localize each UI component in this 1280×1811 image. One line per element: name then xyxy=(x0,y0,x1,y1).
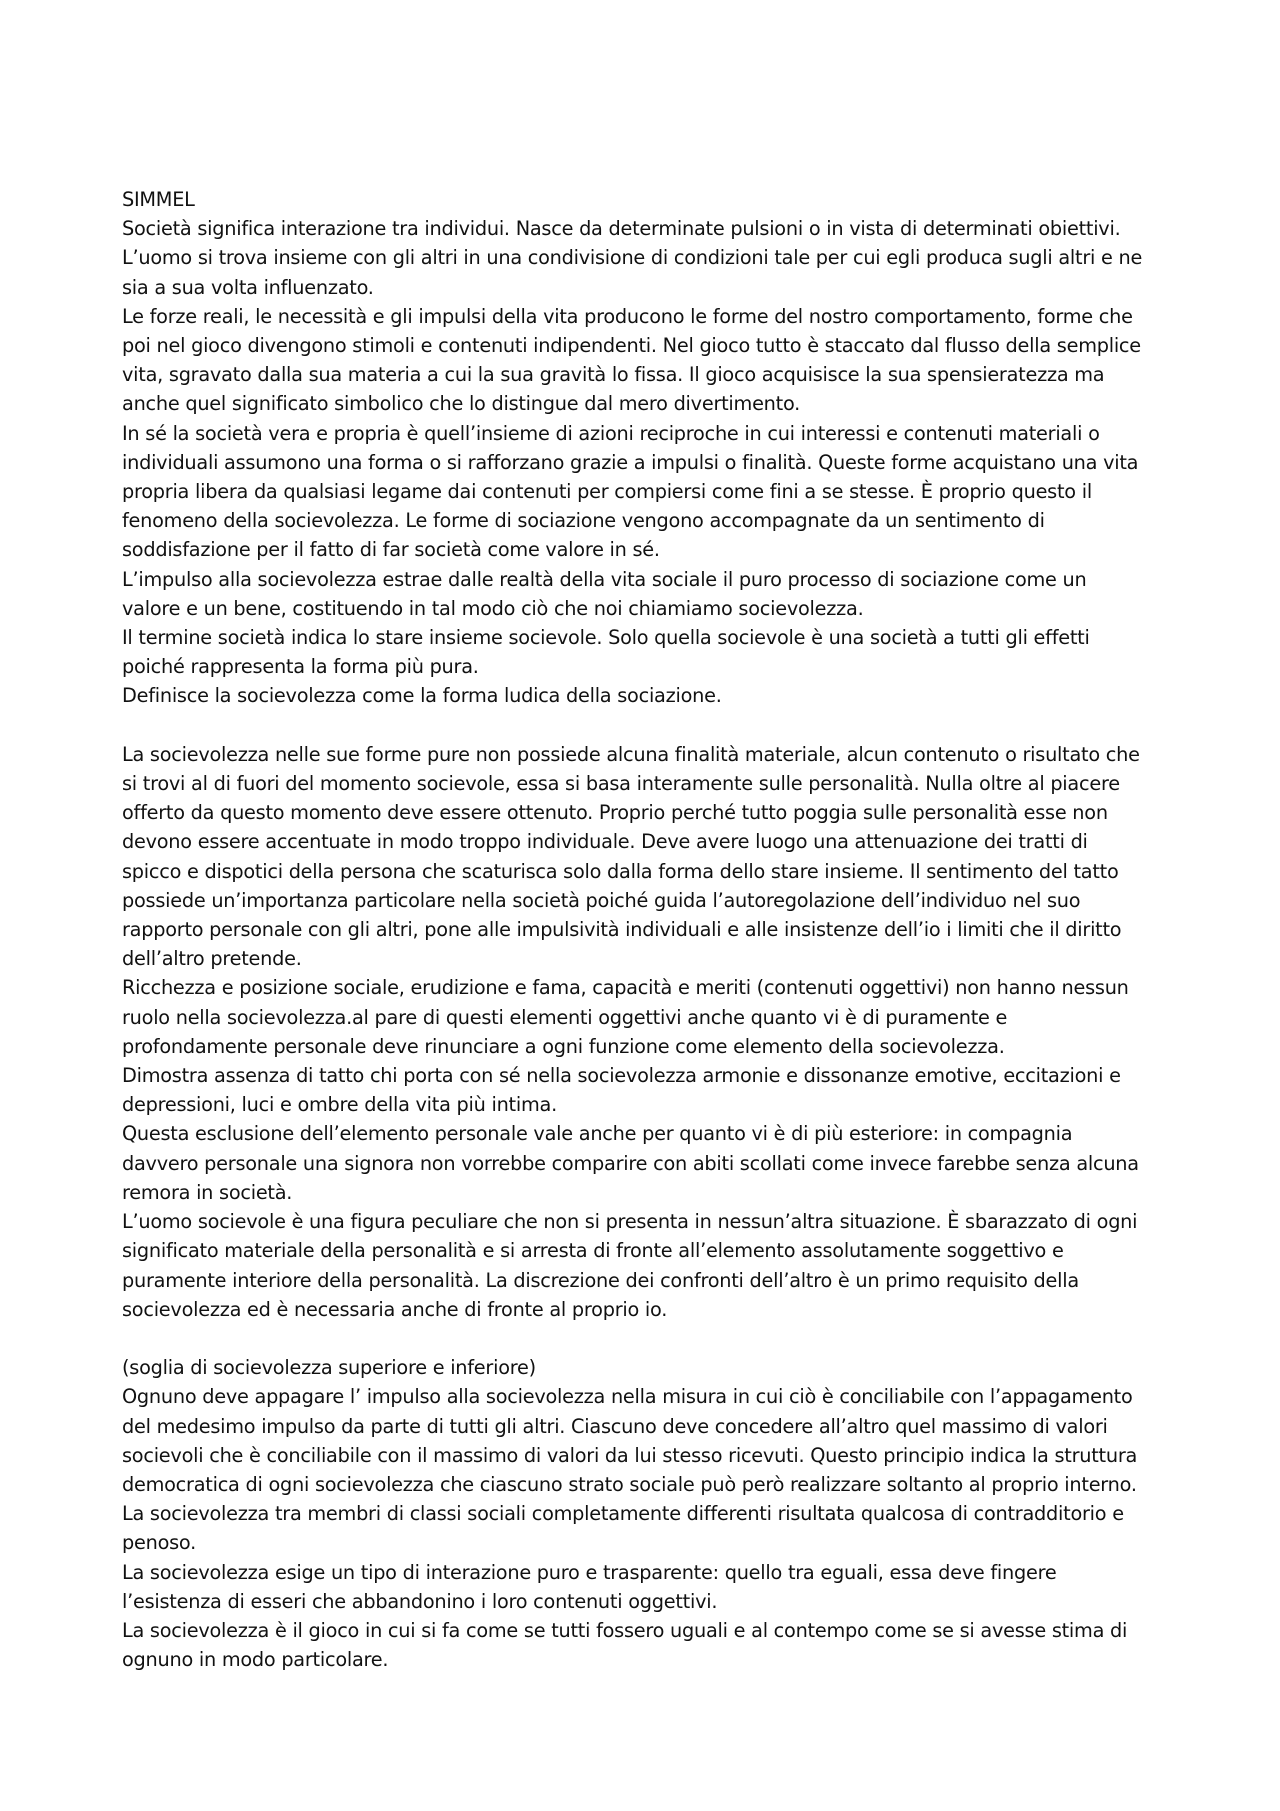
text-line: valore e un bene, costituendo in tal modo ciò che noi chiamiamo socievolezza. xyxy=(122,596,864,620)
text-line: propria libera da qualsiasi legame dai contenuti per compiersi come fini a se stesse. È proprio questo il xyxy=(122,480,1092,504)
text-line: (soglia di socievolezza superiore e inferiore) xyxy=(122,1356,536,1380)
text-line: ognuno in modo particolare. xyxy=(122,1648,389,1672)
text-line: Questa esclusione dell’elemento personale vale anche per quanto vi è di più esteriore: in compagnia xyxy=(122,1122,1073,1146)
text-line: In sé la società vera e propria è quell’insieme di azioni reciproche in cui interessi e contenuti materiali o xyxy=(122,421,1100,445)
text-line: socievolezza ed è necessaria anche di fronte al proprio io. xyxy=(122,1297,668,1321)
text-line: devono essere accentuate in modo troppo individuale. Deve avere luogo una attenuazione dei tratti di xyxy=(122,830,1088,854)
text-line: puramente interiore della personalità. La discrezione dei confronti dell’altro è un primo requisito della xyxy=(122,1268,1079,1292)
text-line: Le forze reali, le necessità e gli impulsi della vita producono le forme del nostro comportamento, forme che xyxy=(122,304,1133,328)
text-line: Dimostra assenza di tatto chi porta con sé nella socievolezza armonie e dissonanze emotive, eccitazioni e xyxy=(122,1064,1121,1088)
text-line: fenomeno della socievolezza. Le forme di sociazione vengono accompagnate da un sentimento di xyxy=(122,509,1045,533)
text-line: La socievolezza tra membri di classi sociali completamente differenti risultata qualcosa di contradditorio e xyxy=(122,1502,1124,1526)
text-line: dell’altro pretende. xyxy=(122,947,302,971)
text-line: Società significa interazione tra individui. Nasce da determinate pulsioni o in vista di determinati obiettivi. xyxy=(122,217,1121,241)
blank-line xyxy=(122,711,1172,740)
text-line: vita, sgravato dalla sua materia a cui la sua gravità lo fissa. Il gioco acquisisce la sua spensieratezza ma xyxy=(122,363,1105,387)
document-title: SIMMEL xyxy=(122,188,195,211)
text-line: poiché rappresenta la forma più pura. xyxy=(122,655,479,679)
text-line: poi nel gioco divengono stimoli e contenuti indipendenti. Nel gioco tutto è staccato dal flusso della semplice xyxy=(122,334,1141,358)
text-line: L’uomo socievole è una figura peculiare che non si presenta in nessun’altra situazione. È sbarazzato di ogni xyxy=(122,1210,1138,1234)
text-line: soddisfazione per il fatto di far società come valore in sé. xyxy=(122,538,660,562)
text-line: profondamente personale deve rinunciare a ogni funzione come elemento della socievolezza. xyxy=(122,1034,1005,1058)
text-line: depressioni, luci e ombre della vita più intima. xyxy=(122,1093,557,1117)
text-line: l’esistenza di esseri che abbandonino i loro contenuti oggettivi. xyxy=(122,1589,718,1613)
text-line: democratica di ogni socievolezza che ciascuno strato sociale può però realizzare soltanto al proprio interno. xyxy=(122,1472,1137,1496)
text-line: anche quel significato simbolico che lo distingue dal mero divertimento. xyxy=(122,392,801,416)
text-line: penoso. xyxy=(122,1531,197,1555)
text-line: La socievolezza è il gioco in cui si fa come se tutti fossero uguali e al contempo come se si avesse stima di xyxy=(122,1618,1128,1642)
text-line: possiede un’importanza particolare nella società poiché guida l’autoregolazione dell’individuo nel suo xyxy=(122,888,1081,912)
text-line: L’impulso alla socievolezza estrae dalle realtà della vita sociale il puro processo di sociazione come un xyxy=(122,567,1087,591)
text-line: L’uomo si trova insieme con gli altri in una condivisione di condizioni tale per cui egli produca sugli altri e ne xyxy=(122,246,1143,270)
text-line: si trovi al di fuori del momento socievole, essa si basa interamente sulle personalità. Nulla oltre al piacere xyxy=(122,772,1120,796)
blank-line xyxy=(122,1324,1172,1353)
text-line: individuali assumono una forma o si rafforzano grazie a impulsi o finalità. Queste forme acquistano una vita xyxy=(122,450,1139,474)
text-line: remora in società. xyxy=(122,1180,293,1204)
text-line: ruolo nella socievolezza.al pare di questi elementi oggettivi anche quanto vi è di puramente e xyxy=(122,1005,1008,1029)
text-line: sia a sua volta influenzato. xyxy=(122,275,374,299)
text-line: offerto da questo momento deve essere ottenuto. Proprio perché tutto poggia sulle personalità esse non xyxy=(122,801,1108,825)
text-line: Il termine società indica lo stare insieme socievole. Solo quella socievole è una società a tutti gli effetti xyxy=(122,626,1090,650)
text-line: Ognuno deve appagare l’ impulso alla socievolezza nella misura in cui ciò è conciliabile con l’appagamento xyxy=(122,1385,1133,1409)
text-line: significato materiale della personalità e si arresta di fronte all’elemento assolutamente soggettivo e xyxy=(122,1239,1064,1263)
text-line: spicco e dispotici della persona che scaturisca solo dalla forma dello stare insieme. Il sentimento del tatto xyxy=(122,859,1119,883)
text-line: del medesimo impulso da parte di tutti gli altri. Ciascuno deve concedere all’altro quel massimo di valori xyxy=(122,1414,1108,1438)
document-page xyxy=(122,185,1172,1674)
text-line: Ricchezza e posizione sociale, erudizione e fama, capacità e meriti (contenuti oggettivi) non hanno nessun xyxy=(122,976,1129,1000)
text-line: La socievolezza nelle sue forme pure non possiede alcuna finalità materiale, alcun contenuto o risultato che xyxy=(122,742,1140,766)
text-line: davvero personale una signora non vorrebbe comparire con abiti scollati come invece farebbe senza alcuna xyxy=(122,1151,1139,1175)
text-line: socievoli che è conciliabile con il massimo di valori da lui stesso ricevuti. Questo principio indica la struttura xyxy=(122,1443,1138,1467)
text-line: rapporto personale con gli altri, pone alle impulsività individuali e alle insistenze dell’io i limiti che il diritto xyxy=(122,918,1122,942)
text-line: Definisce la socievolezza come la forma ludica della sociazione. xyxy=(122,684,722,708)
text-line: La socievolezza esige un tipo di interazione puro e trasparente: quello tra eguali, essa deve fingere xyxy=(122,1560,1057,1584)
